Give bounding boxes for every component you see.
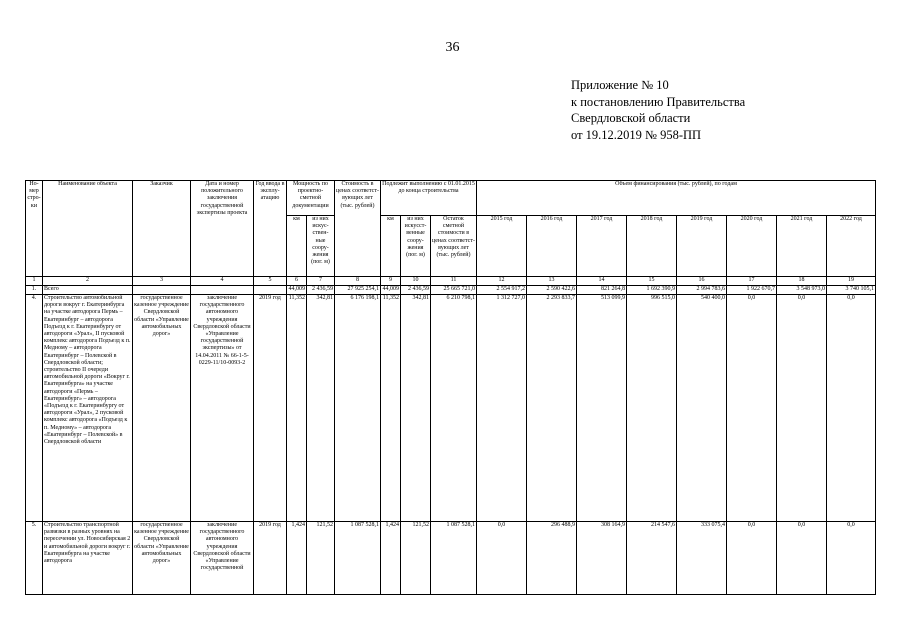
row-2020: 0,0: [727, 522, 777, 595]
total-cost: 27 925 254,1: [335, 286, 381, 295]
row-year: 2019 год: [254, 295, 287, 522]
row-2018: 996 515,0: [627, 295, 677, 522]
header-artificial: из них искус-ствен-ные соору-жения (пог. м): [307, 216, 335, 277]
total-2022: 3 740 105,1: [827, 286, 876, 295]
row-2018: 214 547,6: [627, 522, 677, 595]
total-rest: 25 665 721,0: [431, 286, 477, 295]
row-km2: 11,352: [381, 295, 401, 522]
row-name: Строительство транспортной развязки в разных уровнях на пересечении ул. Новосибирская 2 и автомобильной дороги вокруг г. Екатеринбурга на участке автодорога: [43, 522, 133, 595]
row-customer: государственное казенное учреждение Свердловской области «Управление автомобильных дорог»: [133, 522, 191, 595]
header-year-2021: 2021 год: [777, 216, 827, 277]
col-number: 10: [401, 277, 431, 286]
appendix-line-1: Приложение № 10: [571, 78, 669, 92]
row-art: 121,52: [307, 522, 335, 595]
col-number: 14: [577, 277, 627, 286]
col-number: 3: [133, 277, 191, 286]
total-2015: 2 554 917,2: [477, 286, 527, 295]
appendix-line-2: к постановлению Правительства: [571, 94, 746, 109]
header-financing: Объем финансирования (тыс. рублей), по годам: [477, 181, 876, 216]
header-year-2015: 2015 год: [477, 216, 527, 277]
header-remaining: Подлежит выполнению с 01.01.2015 до конца строительства: [381, 181, 477, 216]
row-km: 11,352: [287, 295, 307, 522]
header-year-2017: 2017 год: [577, 216, 627, 277]
col-number: 5: [254, 277, 287, 286]
row-expertise: заключение государственного автономного учреждения Свердловской области «Управление государственной: [191, 522, 254, 595]
row-num: 5.: [26, 522, 43, 595]
col-number: 15: [627, 277, 677, 286]
col-number: 9: [381, 277, 401, 286]
header-km: км: [287, 216, 307, 277]
total-2018: 1 692 390,9: [627, 286, 677, 295]
row-2016: 296 488,9: [527, 522, 577, 595]
col-number: 11: [431, 277, 477, 286]
row-num: 4.: [26, 295, 43, 522]
appendix-line-4: от 19.12.2019 № 958-ПП: [571, 127, 702, 142]
row-2022: 0,0: [827, 295, 876, 522]
row-2015: 0,0: [477, 522, 527, 595]
col-number: 8: [335, 277, 381, 286]
page-number: 36: [445, 40, 460, 55]
header-year-2022: 2022 год: [827, 216, 876, 277]
financing-table: [25, 180, 876, 595]
col-number: 2: [43, 277, 133, 286]
row-expertise: заключение государственного автономного учреждения Свердловской области «Управление государственной экспертизы» от 14.04.2011 № 66-1-5-0229-11/10-0093-2: [191, 295, 254, 522]
header-year-2018: 2018 год: [627, 216, 677, 277]
col-number: 4: [191, 277, 254, 286]
header-commission-year: Год ввода в эксплу-атацию: [254, 181, 287, 277]
total-row: [26, 286, 876, 295]
header-rest: Остаток сметной стоимости в ценах соответст-вующих лет (тыс. рублей): [431, 216, 477, 277]
row-2016: 2 293 833,7: [527, 295, 577, 522]
row-art2: 121,52: [401, 522, 431, 595]
total-2021: 3 548 973,0: [777, 286, 827, 295]
col-number: 17: [727, 277, 777, 286]
total-art: 2 436,59: [307, 286, 335, 295]
total-num: 1.: [26, 286, 43, 295]
row-2021: 0,0: [777, 295, 827, 522]
row-customer: государственное казенное учреждение Свердловской области «Управление автомобильных дорог»: [133, 295, 191, 522]
table-row: [26, 522, 876, 595]
col-number: 19: [827, 277, 876, 286]
row-2017: 513 099,9: [577, 295, 627, 522]
appendix-block: [571, 77, 745, 143]
total-name: Всего: [43, 286, 133, 295]
row-2019: 540 400,0: [677, 295, 727, 522]
column-numbers-row: [26, 277, 876, 286]
header-row-number: Но-мер стро-ки: [26, 181, 43, 277]
row-2019: 333 075,4: [677, 522, 727, 595]
header-km-2: км: [381, 216, 401, 277]
col-number: 12: [477, 277, 527, 286]
col-number: 18: [777, 277, 827, 286]
col-number: 16: [677, 277, 727, 286]
col-number: 7: [307, 277, 335, 286]
row-art2: 342,81: [401, 295, 431, 522]
col-number: 13: [527, 277, 577, 286]
total-2019: 2 994 783,6: [677, 286, 727, 295]
row-rest: 1 087 528,1: [431, 522, 477, 595]
header-year-2020: 2020 год: [727, 216, 777, 277]
total-2017: 821 264,8: [577, 286, 627, 295]
header-expertise: Дата и номер положительного заключения государственной экспертизы проекта: [191, 181, 254, 277]
row-2021: 0,0: [777, 522, 827, 595]
table-header-row-1: [26, 181, 876, 216]
col-number: 1: [26, 277, 43, 286]
row-rest: 6 210 798,1: [431, 295, 477, 522]
header-customer: Заказчик: [133, 181, 191, 277]
header-year-2016: 2016 год: [527, 216, 577, 277]
header-object-name: Наименование объекта: [43, 181, 133, 277]
row-km: 1,424: [287, 522, 307, 595]
row-2015: 1 312 727,0: [477, 295, 527, 522]
row-art: 342,81: [307, 295, 335, 522]
row-2022: 0,0: [827, 522, 876, 595]
header-year-2019: 2019 год: [677, 216, 727, 277]
row-2017: 308 164,9: [577, 522, 627, 595]
header-capacity: Мощность по проектно-сметной документации: [287, 181, 335, 216]
row-year: 2019 год: [254, 522, 287, 595]
row-2020: 0,0: [727, 295, 777, 522]
total-art2: 2 436,59: [401, 286, 431, 295]
row-cost: 1 087 528,1: [335, 522, 381, 595]
total-2016: 2 590 422,6: [527, 286, 577, 295]
header-artificial-2: из них искусст-венные соору-жения (пог. м): [401, 216, 431, 277]
total-km2: 44,009: [381, 286, 401, 295]
header-cost: Стоимость в ценах соответст-вующих лет (тыс. рублей): [335, 181, 381, 277]
appendix-line-3: Свердловской области: [571, 111, 691, 125]
row-cost: 6 176 198,1: [335, 295, 381, 522]
table-row: [26, 295, 876, 522]
row-name: Строительство автомобильной дороги вокруг г. Екатеринбурга на участке автодорога Пермь – Екатеринбург – автодорога Подъезд к г. Екатеринбургу от автодороги «Урал», II пусковой комплекс автодорога Подъезд к п. Медному – автодорога Екатеринбург – Полевской в Свердловской области; строительство II очереди автомобильной дороги «Вокруг г. Екатеринбурга» на участке автодороги «Пермь – Екатеринбург» – автодорога «Подъезд к г. Екатеринбургу от автодороги «Урал», 2 пусковой комплекс автодорога «Подъезд к п. Медному» – автодорога «Екатеринбург – Полевской» в Свердловской области: [43, 295, 133, 522]
col-number: 6: [287, 277, 307, 286]
row-km2: 1,424: [381, 522, 401, 595]
total-km: 44,009: [287, 286, 307, 295]
total-2020: 1 922 670,7: [727, 286, 777, 295]
